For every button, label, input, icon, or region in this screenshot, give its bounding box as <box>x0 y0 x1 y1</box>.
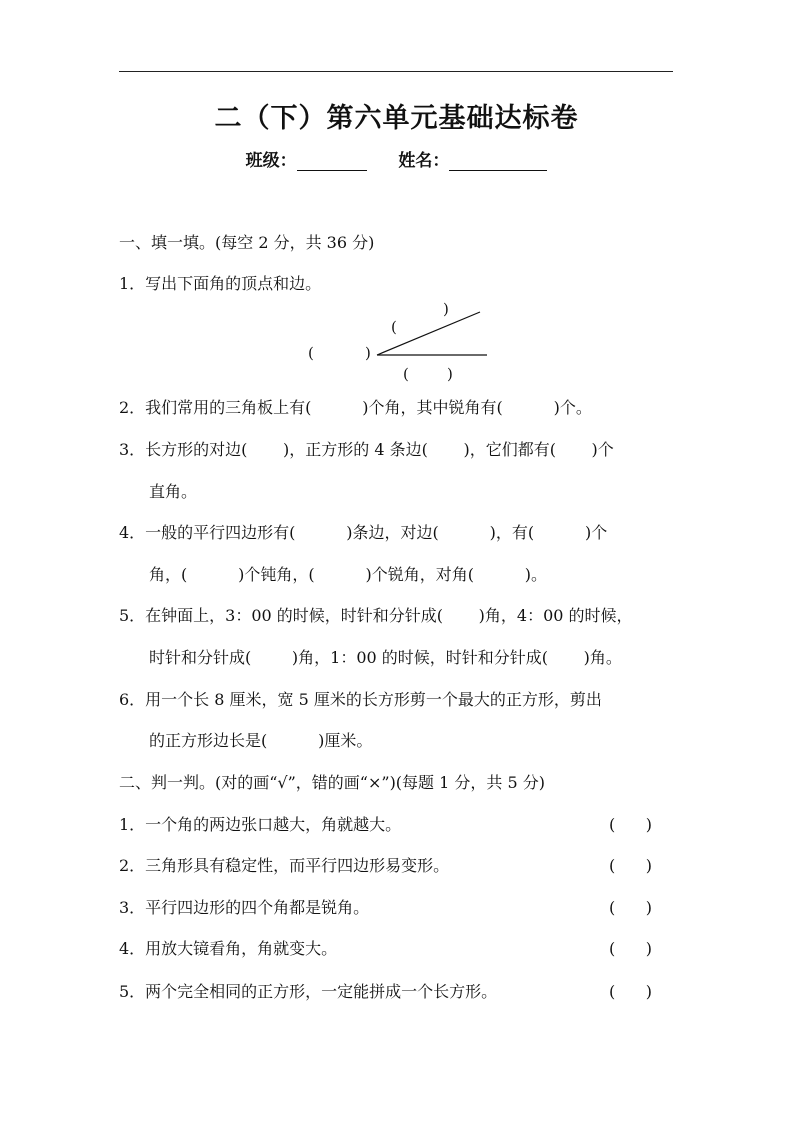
judge-answer-5[interactable]: ( ) <box>609 982 652 1001</box>
top-rule <box>119 71 673 72</box>
section1-heading: 一、填一填。(每空 2 分，共 36 分) <box>119 233 375 252</box>
angle-diagram <box>305 298 495 386</box>
judge-item-4: 4．用放大镜看角，角就变大。 <box>119 939 338 958</box>
class-blank[interactable] <box>297 152 367 171</box>
angle-svg <box>305 298 495 386</box>
question-4-line-2: 角，( )个钝角，( )个锐角，对角( )。 <box>149 565 548 584</box>
judge-item-2: 2．三角形具有稳定性，而平行四边形易变形。 <box>119 856 450 875</box>
name-blank[interactable] <box>449 152 547 171</box>
blank-vertex-open: ( <box>308 344 314 362</box>
question-5-line-2: 时针和分针成( )角，1：00 的时候，时针和分针成( )角。 <box>149 648 622 667</box>
blank-mid-paren: ( <box>391 318 397 336</box>
class-label: 班级： <box>245 151 297 171</box>
judge-answer-1[interactable]: ( ) <box>609 815 652 834</box>
question-6-line-2: 的正方形边长是( )厘米。 <box>149 731 373 750</box>
blank-top-paren: ) <box>443 300 449 318</box>
question-3-line-1: 3．长方形的对边( )，正方形的 4 条边( )，它们都有( )个 <box>119 440 614 459</box>
judge-item-1: 1．一个角的两边张口越大，角就越大。 <box>119 815 402 834</box>
question-4-line-1: 4．一般的平行四边形有( )条边，对边( )，有( )个 <box>119 523 608 542</box>
judge-item-5: 5．两个完全相同的正方形，一定能拼成一个长方形。 <box>119 982 498 1001</box>
question-1: 1．写出下面角的顶点和边。 <box>119 274 322 293</box>
name-label: 姓名： <box>398 151 450 171</box>
judge-item-3: 3．平行四边形的四个角都是锐角。 <box>119 898 370 917</box>
judge-answer-2[interactable]: ( ) <box>609 856 652 875</box>
judge-answer-3[interactable]: ( ) <box>609 898 652 917</box>
blank-bottom: ( ) <box>403 365 453 383</box>
question-3-line-2: 直角。 <box>149 482 198 501</box>
blank-vertex-close: ) <box>365 344 371 362</box>
page-title: 二（下）第六单元基础达标卷 <box>214 103 579 134</box>
section2-heading: 二、判一判。(对的画“√”，错的画“×”)(每题 1 分，共 5 分) <box>119 773 545 792</box>
judge-answer-4[interactable]: ( ) <box>609 939 652 958</box>
student-info <box>0 146 793 171</box>
question-5-line-1: 5．在钟面上，3：00 的时候，时针和分针成( )角，4：00 的时候， <box>119 606 633 625</box>
question-6-line-1: 6．用一个长 8 厘米，宽 5 厘米的长方形剪一个最大的正方形，剪出 <box>119 690 602 709</box>
question-2: 2．我们常用的三角板上有( )个角，其中锐角有( )个。 <box>119 398 592 417</box>
